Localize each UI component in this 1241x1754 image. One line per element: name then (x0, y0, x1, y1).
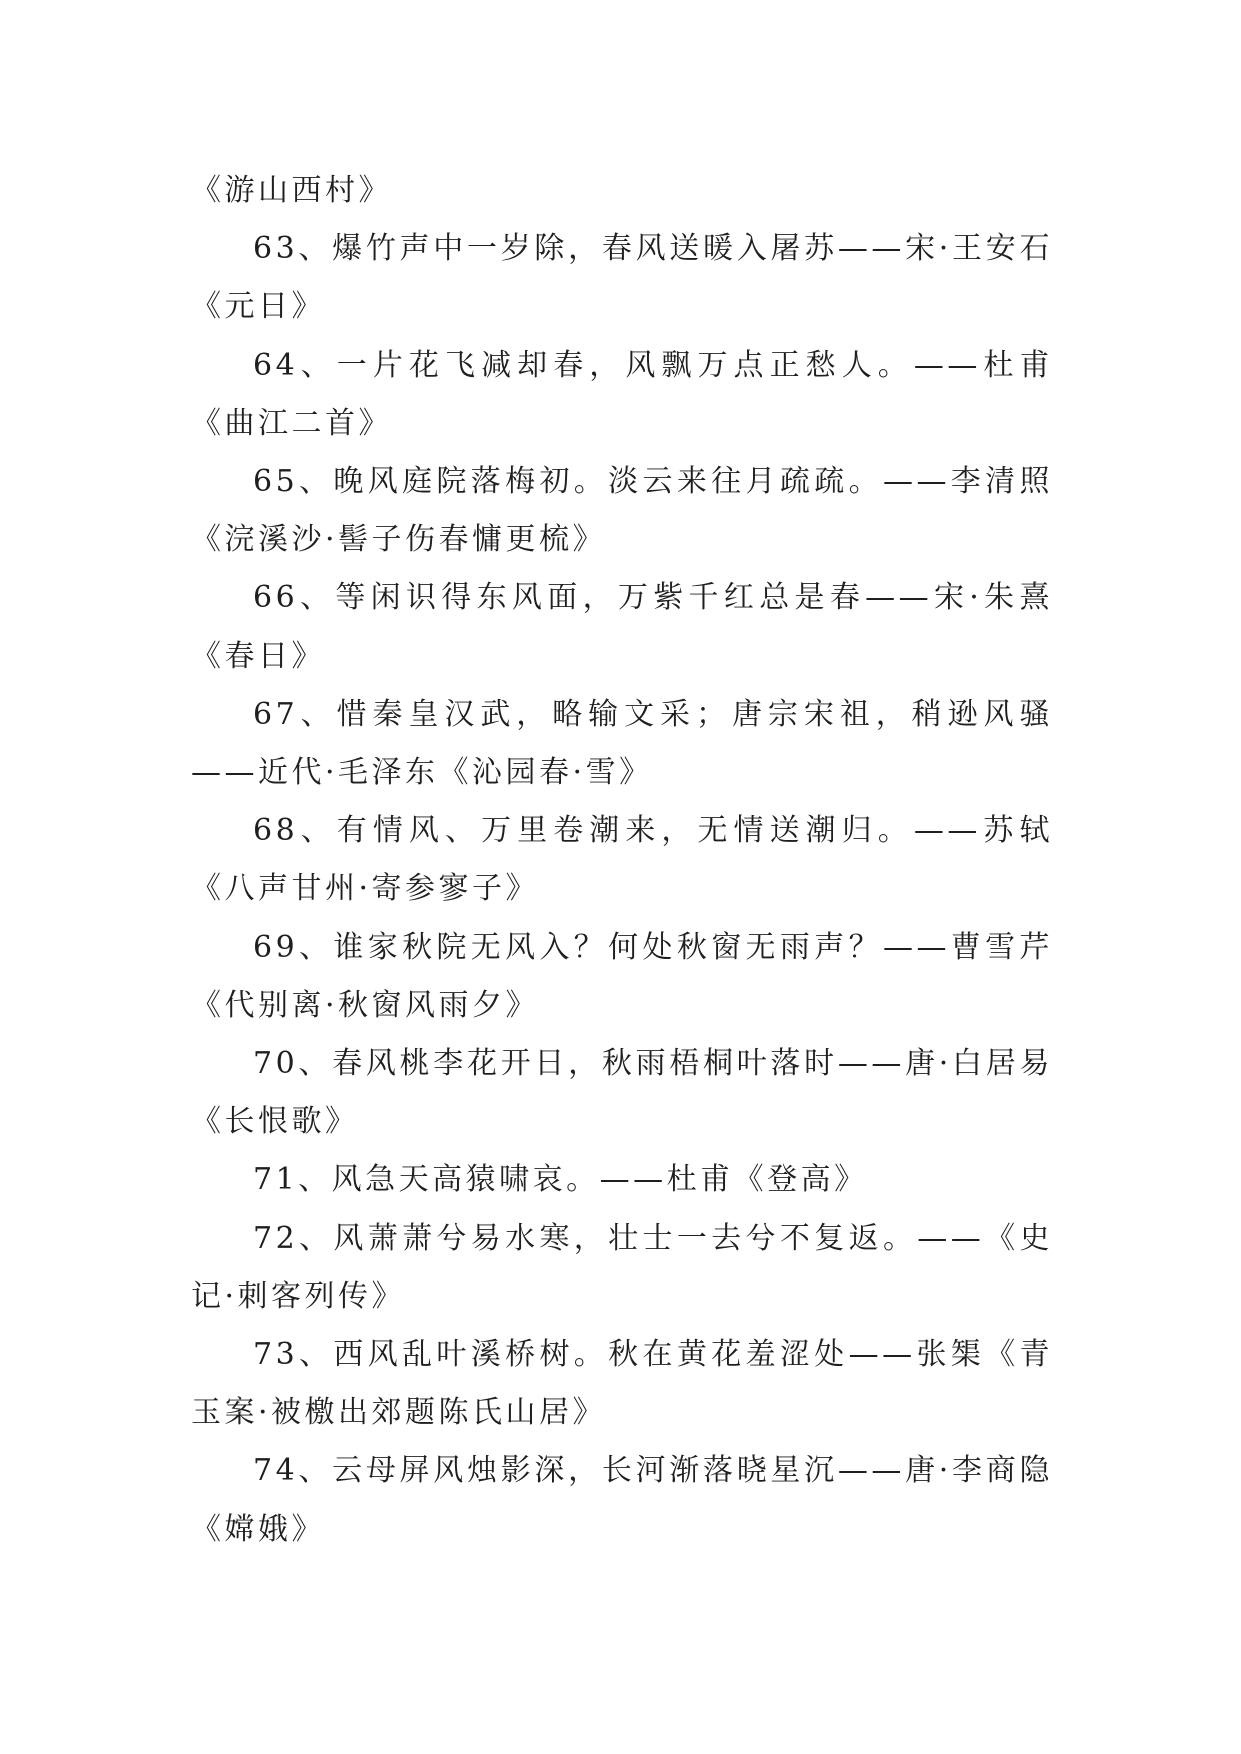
quote-item-68: 68、有情风、万里卷潮来，无情送潮归。——苏轼《八声甘州·寄参寥子》 (191, 813, 1053, 907)
quote-item-66: 66、等闲识得东风面，万紫千红总是春——宋·朱熹《春日》 (191, 580, 1053, 674)
quote-item-72: 72、风萧萧兮易水寒，壮士一去兮不复返。——《史记·刺客列传》 (191, 1220, 1053, 1314)
quote-item-74: 74、云母屏风烛影深，长河渐落晓星沉——唐·李商隐《嫦娥》 (191, 1453, 1053, 1547)
quote-item-64: 64、一片花飞减却春，风飘万点正愁人。——杜甫《曲江二首》 (191, 347, 1053, 441)
poem-quote-list (191, 162, 1053, 1559)
quote-item-71: 71、风急天高猿啸哀。——杜甫《登高》 (253, 1162, 868, 1198)
quote-item-65: 65、晚风庭院落梅初。淡云来往月疏疏。——李清照《浣溪沙·髻子伤春慵更梳》 (191, 464, 1053, 558)
quote-item-69: 69、谁家秋院无风入？何处秋窗无雨声？——曹雪芹《代别离·秋窗风雨夕》 (191, 929, 1053, 1023)
paragraph-continuation: 《游山西村》 (191, 173, 392, 208)
quote-item-67: 67、惜秦皇汉武，略输文采；唐宗宋祖，稍逊风骚——近代·毛泽东《沁园春·雪》 (191, 696, 1053, 791)
quote-item-73: 73、西风乱叶溪桥树。秋在黄花羞涩处——张榘《青玉案·被檄出郊题陈氏山居》 (191, 1337, 1053, 1431)
quote-item-63: 63、爆竹声中一岁除，春风送暖入屠苏——宋·王安石《元日》 (191, 231, 1053, 325)
quote-item-70: 70、春风桃李花开日，秋雨梧桐叶落时——唐·白居易《长恨歌》 (191, 1046, 1053, 1140)
